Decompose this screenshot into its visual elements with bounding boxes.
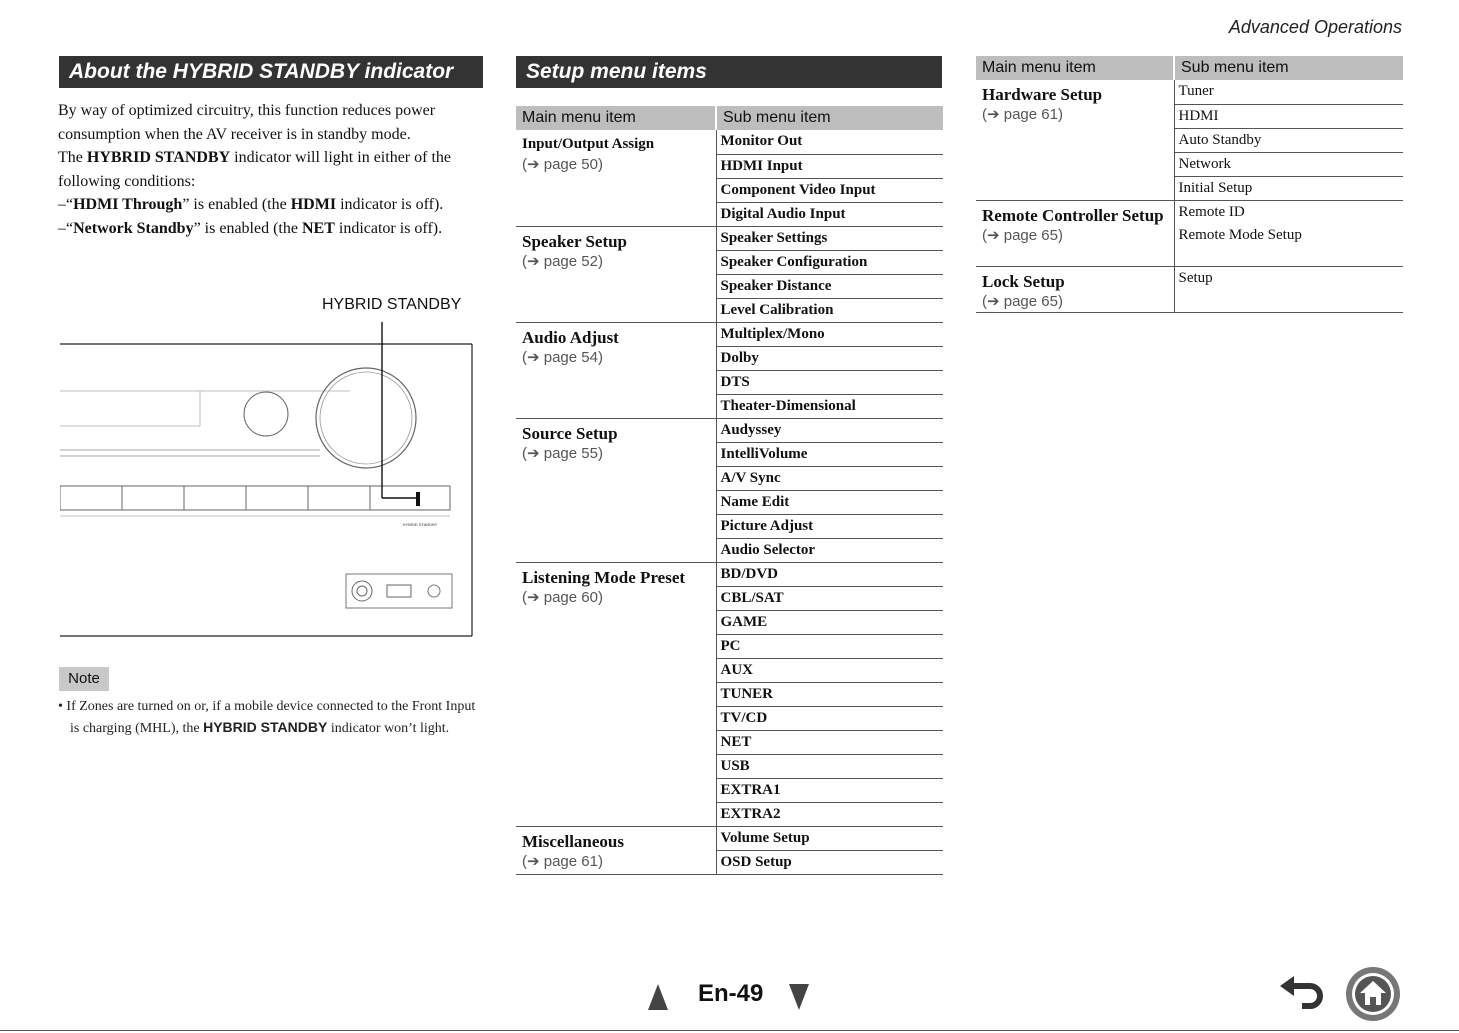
sub-menu-item: Multiplex/Mono (716, 322, 943, 346)
page-ref: (➔ page 55) (522, 444, 603, 462)
b2-c: ” is enabled (the (193, 219, 302, 237)
main-menu-name: Speaker Setup (522, 231, 628, 251)
sub-menu-item: PC (716, 634, 943, 658)
sub-menu-item: Theater-Dimensional (716, 394, 943, 418)
page-ref: (➔ page 52) (522, 252, 603, 270)
main-menu-cell (976, 200, 1174, 266)
previous-page-triangle-icon[interactable] (648, 984, 668, 1010)
sub-menu-item: Setup (1174, 266, 1403, 312)
sub-menu-item: A/V Sync (716, 466, 943, 490)
sub-menu-item: USB (716, 754, 943, 778)
home-icon[interactable] (1344, 965, 1402, 1023)
main-menu-cell (516, 322, 716, 418)
page-ref: (➔ page 50) (522, 156, 603, 173)
sub-menu-item: GAME (716, 610, 943, 634)
main-menu-cell (516, 562, 716, 826)
sub-menu-item: IntelliVolume (716, 442, 943, 466)
note-badge: Note (59, 667, 109, 691)
col-sub-header: Sub menu item (716, 106, 943, 130)
sub-menu-item: HDMI (1174, 104, 1403, 128)
page-ref: (➔ page 54) (522, 348, 603, 366)
b2-b: Network Standby (73, 219, 194, 237)
condition-network-standby (58, 217, 483, 241)
p2-emph: HYBRID STANDBY (86, 149, 231, 166)
note-t2: HYBRID STANDBY (203, 719, 328, 735)
main-menu-cell (516, 826, 716, 874)
main-menu-name: Input/Output Assign (522, 136, 655, 152)
sub-menu-item: HDMI Input (716, 154, 943, 178)
table-row (976, 266, 1403, 312)
page-navigation (648, 980, 818, 1012)
b1-d: HDMI (290, 196, 337, 213)
sub-menu-item: CBL/SAT (716, 586, 943, 610)
sub-menu-item: EXTRA2 (716, 802, 943, 826)
bottom-rule (0, 1030, 1459, 1031)
sub-menu-item: Auto Standby (1174, 128, 1403, 152)
setup-section-title: Setup menu items (516, 56, 942, 88)
hybrid-intro (58, 99, 483, 240)
table-row (516, 562, 943, 586)
sub-menu-item: Remote ID (1178, 203, 1245, 220)
main-menu-cell (976, 266, 1174, 312)
b1-c: ” is enabled (the (182, 196, 291, 213)
sub-menu-item: NET (716, 730, 943, 754)
table-row (516, 226, 943, 250)
sub-menu-item: Speaker Configuration (716, 250, 943, 274)
hybrid-section-title: About the HYBRID STANDBY indicator (59, 56, 483, 88)
b2-a: –“ (58, 219, 74, 237)
sub-menu-item: AUX (716, 658, 943, 682)
setup-menu-table (516, 106, 943, 875)
col-sub-header: Sub menu item (1174, 56, 1403, 80)
table-row (976, 200, 1403, 224)
sub-menu-item: Network (1174, 152, 1403, 176)
sub-menu-item: BD/DVD (716, 562, 943, 586)
sub-menu-item: Audio Selector (716, 538, 943, 562)
col-main-header: Main menu item (516, 106, 716, 130)
note-bullet: • If Zones are turned on or, if a mobile device connected to the Front Input is charging (MHL), the HYBRID STANDBY indicator won’t light. (58, 699, 476, 736)
illustration-label: HYBRID STANDBY (322, 296, 462, 313)
intro-paragraph-1: By way of optimized circuitry, this function reduces power consumption when the AV receiver is in standby mode. (58, 102, 436, 143)
sub-menu-item: OSD Setup (716, 850, 943, 874)
sub-menu-item: Speaker Settings (716, 226, 943, 250)
note-text (58, 697, 478, 739)
page-ref: (➔ page 61) (982, 106, 1063, 123)
main-menu-cell (976, 80, 1174, 200)
device-hybrid-standby-label: HYBRID STANDBY (402, 522, 438, 527)
main-menu-name: Source Setup (522, 423, 618, 443)
main-menu-name: Hardware Setup (982, 85, 1103, 104)
page-number: En-49 (698, 980, 764, 1007)
main-menu-name: Audio Adjust (522, 327, 619, 347)
sub-menu-item: Audyssey (716, 418, 943, 442)
sub-menu-item: Speaker Distance (716, 274, 943, 298)
page-ref: (➔ page 65) (982, 292, 1063, 310)
next-page-triangle-icon[interactable] (789, 984, 809, 1010)
b1-a: –“ (58, 196, 74, 213)
sub-menu-item: Volume Setup (716, 826, 943, 850)
sub-menu-item: Dolby (716, 346, 943, 370)
sub-menu-item: EXTRA1 (716, 778, 943, 802)
b1-e: indicator is off). (336, 196, 444, 213)
sub-menu-item: Digital Audio Input (716, 202, 943, 226)
sub-menu-item: Monitor Out (716, 130, 943, 154)
main-menu-cell (516, 130, 716, 226)
main-menu-cell (516, 418, 716, 562)
table-row (516, 130, 943, 154)
table-row (516, 322, 943, 346)
back-arrow-icon[interactable] (1280, 972, 1330, 1012)
sub-menu-item: TUNER (716, 682, 943, 706)
main-menu-cell (516, 226, 716, 322)
main-menu-name: Remote Controller Setup (982, 205, 1164, 225)
sub-menu-item: Name Edit (716, 490, 943, 514)
sub-menu-item: Initial Setup (1174, 176, 1403, 200)
page-ref: (➔ page 61) (522, 852, 603, 870)
sub-menu-item: Picture Adjust (716, 514, 943, 538)
sub-menu-item: Remote Mode Setup (1174, 224, 1403, 266)
main-menu-name: Lock Setup (982, 271, 1065, 291)
table-row (976, 80, 1403, 104)
table-row (516, 418, 943, 442)
note-t1: If Zones are turned on or, if a mobile device connected to the Front Input is charging (MHL), the (66, 699, 476, 736)
page-ref: (➔ page 65) (982, 226, 1063, 244)
table-row (516, 826, 943, 850)
main-menu-name: Listening Mode Preset (522, 567, 686, 587)
sub-menu-item: DTS (716, 370, 943, 394)
p2-text-a: The (58, 149, 87, 166)
sub-menu-item: Level Calibration (716, 298, 943, 322)
b2-e: indicator is off). (334, 219, 443, 237)
p2-text-c: indicator will light in either of the following conditions: (58, 149, 451, 190)
setup-menu-table-continued (976, 56, 1403, 313)
page-ref: (➔ page 60) (522, 588, 603, 606)
col-main-header: Main menu item (976, 56, 1174, 80)
note-t3: indicator won’t light. (327, 721, 450, 736)
intro-paragraph-2 (58, 146, 483, 193)
condition-hdmi-through (58, 193, 483, 217)
b1-b: HDMI Through (73, 196, 183, 213)
sub-menu-item: Tuner (1174, 80, 1403, 104)
receiver-front-panel-illustration (60, 316, 476, 640)
main-menu-name: Miscellaneous (522, 831, 624, 851)
sub-menu-item: TV/CD (716, 706, 943, 730)
b2-d: NET (301, 219, 335, 237)
sub-menu-item: Component Video Input (716, 178, 943, 202)
section-header: Advanced Operations (1228, 17, 1402, 37)
